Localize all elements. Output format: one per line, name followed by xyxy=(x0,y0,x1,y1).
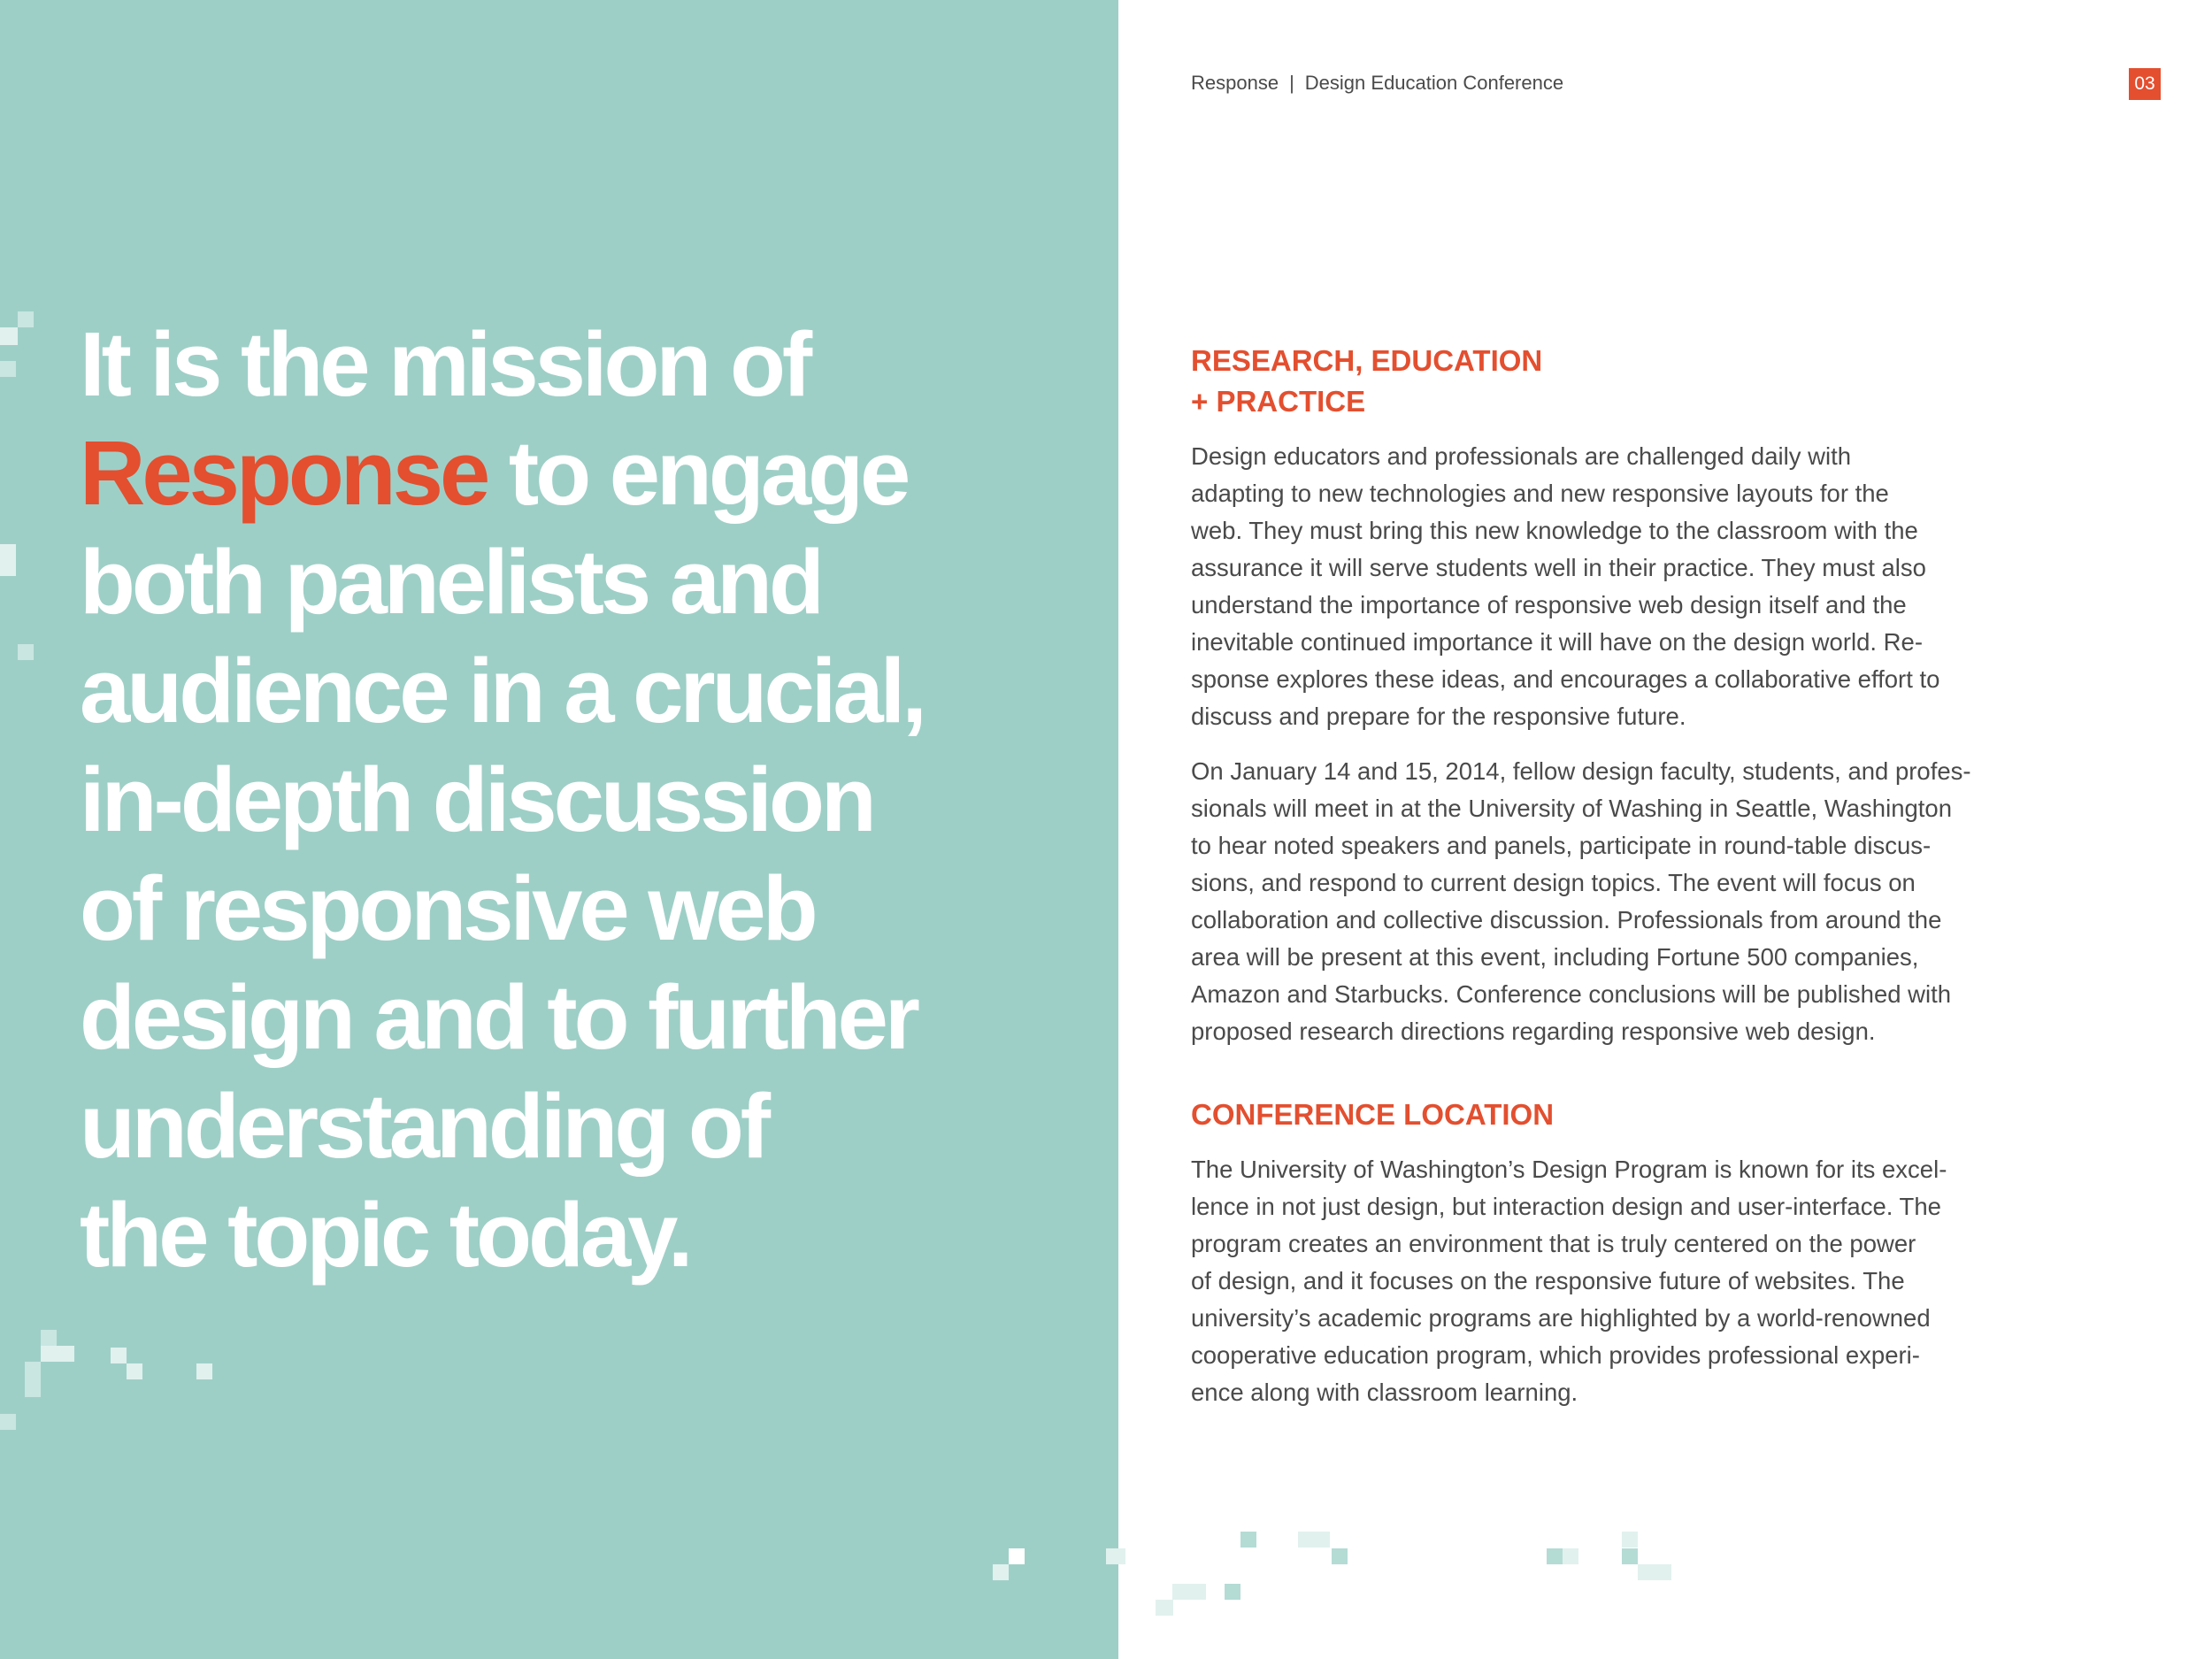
pixel-decoration xyxy=(0,544,16,576)
paragraph: On January 14 and 15, 2014, fellow design faculty, students, and profes- sionals will meet in at the University of Washing in Seattle, Washington to hear noted speakers and panels, participate in round-table discus- sions, and respond to current design topics. The event will focus on collaboration and collective discussion. Professionals from around the area will be present at this event, including Fortune 500 companies, Amazon and Starbucks. Conference conclusions will be published with proposed research directions regarding responsive web design. xyxy=(1191,757,1971,1045)
mission-line: understanding of xyxy=(80,1075,768,1177)
mission-line: the topic today. xyxy=(80,1184,690,1286)
pixel-decoration xyxy=(1547,1548,1563,1564)
pixel-decoration xyxy=(1622,1532,1638,1548)
mission-line: in-depth discussion xyxy=(80,749,873,850)
publication-subtitle: Design Education Conference xyxy=(1304,72,1564,94)
paragraph: Design educators and professionals are challenged daily with adapting to new technologies and new responsive layouts for the web. They must bring this new knowledge to the classroom with the assurance it will serve students well in their practice. They must also understand the importance of responsive web design itself and the inevitable continued importance it will have on the design world. Re- sponse explores these ideas, and encourages a collaborative effort to discuss and prepare for the responsive future. xyxy=(1191,442,1940,730)
pixel-decoration xyxy=(41,1330,57,1346)
pixel-decoration xyxy=(1009,1548,1025,1564)
pixel-decoration xyxy=(993,1564,1009,1580)
section-heading-location xyxy=(1191,1094,2005,1135)
pixel-decoration xyxy=(18,311,34,327)
pixel-decoration xyxy=(1298,1532,1330,1548)
article-body xyxy=(1191,341,2005,1411)
pixel-decoration xyxy=(1332,1548,1348,1564)
pixel-decoration xyxy=(1225,1584,1240,1600)
mission-line: of responsive web xyxy=(80,857,815,959)
page-number: 03 xyxy=(2129,68,2161,100)
heading-line: + PRACTICE xyxy=(1191,385,1366,418)
header-separator: | xyxy=(1289,72,1294,94)
running-header xyxy=(1191,72,1563,95)
pixel-decoration xyxy=(111,1348,127,1363)
pixel-decoration xyxy=(1622,1548,1638,1564)
pixel-decoration xyxy=(196,1363,212,1379)
publication-name: Response xyxy=(1191,72,1279,94)
pixel-decoration xyxy=(1563,1548,1578,1564)
pixel-decoration xyxy=(1106,1548,1125,1564)
mission-statement xyxy=(80,310,1088,1289)
mission-accent-word: Response xyxy=(80,422,488,524)
pixel-decoration xyxy=(18,644,34,660)
pixel-decoration xyxy=(1638,1564,1671,1580)
pixel-decoration xyxy=(1172,1584,1206,1600)
pixel-decoration xyxy=(1156,1600,1173,1616)
pixel-decoration xyxy=(0,327,18,345)
pixel-decoration xyxy=(0,1414,16,1430)
paragraph: The University of Washington’s Design Program is known for its excel- lence in not just design, but interaction design and user-interface. The program creates an environment that is truly centered on the power of design, and it focuses on the responsive future of websites. The university’s academic programs are highlighted by a world-renowned cooperative education program, which provides professional experi- ence along with classroom learning. xyxy=(1191,1156,1947,1406)
pixel-decoration xyxy=(1240,1532,1256,1548)
mission-line: Response to engage xyxy=(80,422,908,524)
pixel-decoration xyxy=(127,1363,142,1379)
pixel-decoration xyxy=(0,361,16,377)
pixel-decoration xyxy=(41,1346,74,1362)
section-heading-research xyxy=(1191,341,2005,422)
mission-line: both panelists and xyxy=(80,531,821,633)
pixel-decoration xyxy=(25,1362,41,1397)
mission-line: design and to further xyxy=(80,966,917,1068)
heading-line: CONFERENCE LOCATION xyxy=(1191,1098,1555,1131)
mission-line: It is the mission of xyxy=(80,313,810,415)
heading-line: RESEARCH, EDUCATION xyxy=(1191,344,1543,377)
mission-line: audience in a crucial, xyxy=(80,640,924,741)
